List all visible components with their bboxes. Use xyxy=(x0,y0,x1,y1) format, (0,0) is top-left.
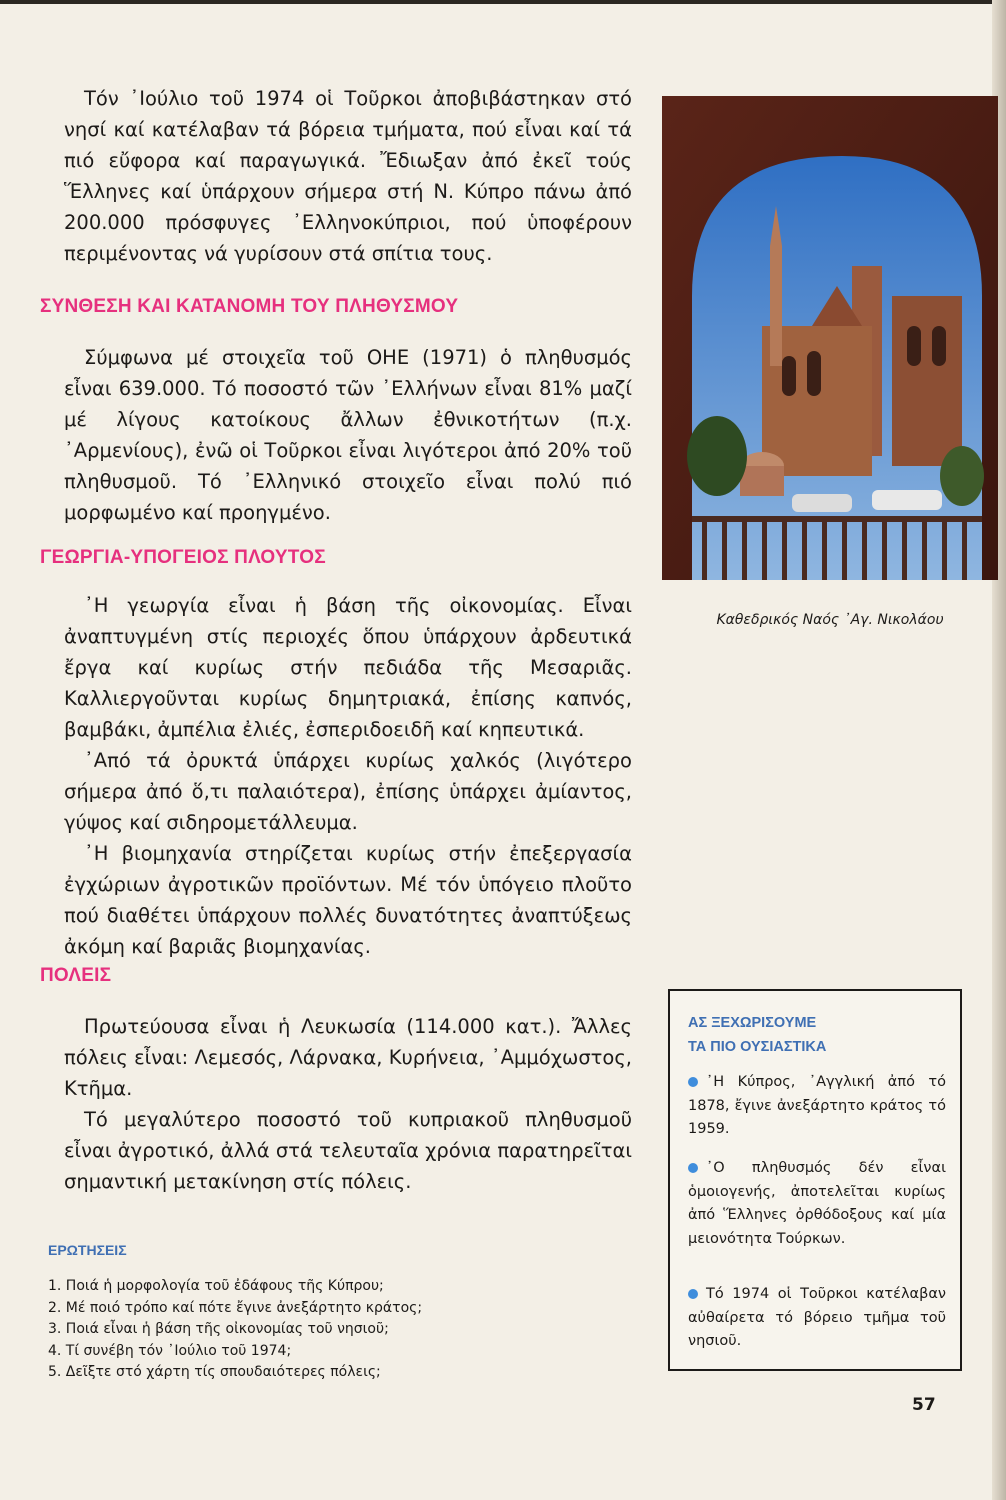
bullet-dot-icon xyxy=(688,1077,698,1087)
cathedral-photo xyxy=(662,96,998,580)
question-item: 5. Δεῖξτε στό χάρτη τίς σπουδαιότερες πόλεις; xyxy=(48,1364,381,1380)
intro-paragraph: Τόν ᾿Ιούλιο τοῦ 1974 οἱ Τοῦρκοι ἀποβιβάστηκαν στό νησί καί κατέλαβαν τά βόρεια τμήματα, πού εἶναι καί τά πιό εὔφορα καί παραγωγικά. Ἔδιωξαν ἀπό ἐκεῖ τούς Ἕλληνες καί ὑπάρχουν σήμερα στή Ν. Κύπρο πάνω ἀπό 200.000 πρόσφυγες ᾿Ελληνοκύπριοι, πού ὑποφέρουν περιμένοντας νά γυρίσουν στά σπίτια τους. xyxy=(64,87,632,265)
section-agriculture xyxy=(40,547,632,962)
summary-box xyxy=(668,989,962,1371)
page-top-edge xyxy=(0,0,1006,4)
page-number: 57 xyxy=(912,1395,936,1415)
section-population xyxy=(40,296,632,528)
cathedral-photo-illustration xyxy=(662,96,998,580)
section-paragraph: Πρωτεύουσα εἶναι ἡ Λευκωσία (114.000 κατ.). Ἄλλες πόλεις εἶναι: Λεμεσός, Λάρνακα, Κυρήνεια, ᾿Αμμόχωστος, Κτῆμα. xyxy=(64,1015,632,1100)
section-paragraph: ᾿Η βιομηχανία στηρίζεται κυρίως στήν ἐπεξεργασία ἐγχώριων ἀγροτικῶν προϊόντων. Μέ τόν ὑπόγειο πλοῦτο πού διαθέτει ὑπάρχουν πολλές δυνατότητες ἀναπτύξεως ἀκόμη καί βαριᾶς βιομηχανίας. xyxy=(64,842,632,958)
intro-block xyxy=(64,83,632,269)
question-item: 4. Τί συνέβη τόν ᾿Ιούλιο τοῦ 1974; xyxy=(48,1342,292,1359)
summary-box-title-line: ΑΣ ΞΕΧΩΡΙΣΟΥΜΕ xyxy=(688,1015,817,1031)
summary-bullet xyxy=(688,1283,946,1354)
summary-box-title-line: ΤΑ ΠΙΟ ΟΥΣΙΑΣΤΙΚΑ xyxy=(688,1039,827,1055)
section-heading: ΓΕΩΡΓΙΑ-ΥΠΟΓΕΙΟΣ ΠΛΟΥΤΟΣ xyxy=(40,547,326,568)
summary-bullet-text: ᾿Η Κύπρος, ᾿Αγγλική ἀπό τό 1878, ἔγινε ἀνεξάρτητο κράτος τό 1959. xyxy=(688,1074,946,1137)
summary-bullet xyxy=(688,1071,946,1142)
bullet-dot-icon xyxy=(688,1163,698,1173)
questions-block xyxy=(48,1242,628,1384)
summary-bullet xyxy=(688,1157,946,1251)
question-item: 3. Ποιά εἶναι ἡ βάση τῆς οἰκονομίας τοῦ νησιοῦ; xyxy=(48,1321,389,1337)
questions-list xyxy=(48,1276,628,1384)
section-paragraph: Σύμφωνα μέ στοιχεῖα τοῦ ΟΗΕ (1971) ὁ πληθυσμός εἶναι 639.000. Τό ποσοστό τῶν ᾿Ελλήνων εἶναι 81% μαζί μέ λίγους κατοίκους ἄλλων ἐθνικοτήτων (π.χ. ᾿Αρμενίους), ἐνῶ οἱ Τοῦρκοι εἶναι λιγότεροι ἀπό 20% τοῦ πληθυσμοῦ. Τό ᾿Ελληνικό στοιχεῖο εἶναι πολύ πιό μορφωμένο καί προηγμένο. xyxy=(64,346,632,524)
question-item: 1. Ποιά ἡ μορφολογία τοῦ ἐδάφους τῆς Κύπρου; xyxy=(48,1278,384,1294)
question-item: 2. Μέ ποιό τρόπο καί πότε ἔγινε ἀνεξάρτητο κράτος; xyxy=(48,1299,423,1316)
section-paragraph: ᾿Από τά ὀρυκτά ὑπάρχει κυρίως χαλκός (λιγότερο σήμερα ἀπό ὅ,τι παλαιότερα), ἐπίσης ὑπάρχει ἀμίαντος, γύψος καί σιδηρομετάλλευμα. xyxy=(64,749,632,834)
photo-caption: Καθεδρικός Ναός ᾿Αγ. Νικολάου xyxy=(716,612,944,628)
summary-box-title xyxy=(688,1011,826,1059)
summary-bullet-text: ᾿Ο πληθυσμός δέν εἶναι ὁμοιογενής, ἀποτελεῖται κυρίως ἀπό Ἕλληνες ὀρθόδοξους καί μία μειονότητα Τούρκων. xyxy=(688,1160,946,1247)
section-heading: ΠΟΛΕΙΣ xyxy=(40,965,112,986)
questions-heading: ΕΡΩΤΗΣΕΙΣ xyxy=(48,1242,127,1258)
section-paragraph: ᾿Η γεωργία εἶναι ἡ βάση τῆς οἰκονομίας. Εἶναι ἀναπτυγμένη στίς περιοχές ὅπου ὑπάρχουν ἀρδευτικά ἔργα καί κυρίως στήν πεδιάδα τῆς Μεσαριᾶς. Καλλιεργοῦνται κυρίως δημητριακά, ἐπίσης καπνός, βαμβάκι, ἀμπέλια ἐλιές, ἐσπεριδοειδῆ καί κηπευτικά. xyxy=(64,594,632,741)
summary-bullet-text: Τό 1974 οἱ Τοῦρκοι κατέλαβαν αὐθαίρετα τό βόρειο τμῆμα τοῦ νησιοῦ. xyxy=(688,1286,946,1349)
section-heading: ΣΥΝΘΕΣΗ ΚΑΙ ΚΑΤΑΝΟΜΗ ΤΟΥ ΠΛΗΘΥΣΜΟΥ xyxy=(40,296,459,317)
bullet-dot-icon xyxy=(688,1289,698,1299)
section-paragraph: Τό μεγαλύτερο ποσοστό τοῦ κυπριακοῦ πληθυσμοῦ εἶναι ἀγροτικό, ἀλλά στά τελευταῖα χρόνια παρατηρεῖται σημαντική μετακίνηση στίς πόλεις. xyxy=(64,1108,632,1193)
section-cities xyxy=(40,965,632,1197)
